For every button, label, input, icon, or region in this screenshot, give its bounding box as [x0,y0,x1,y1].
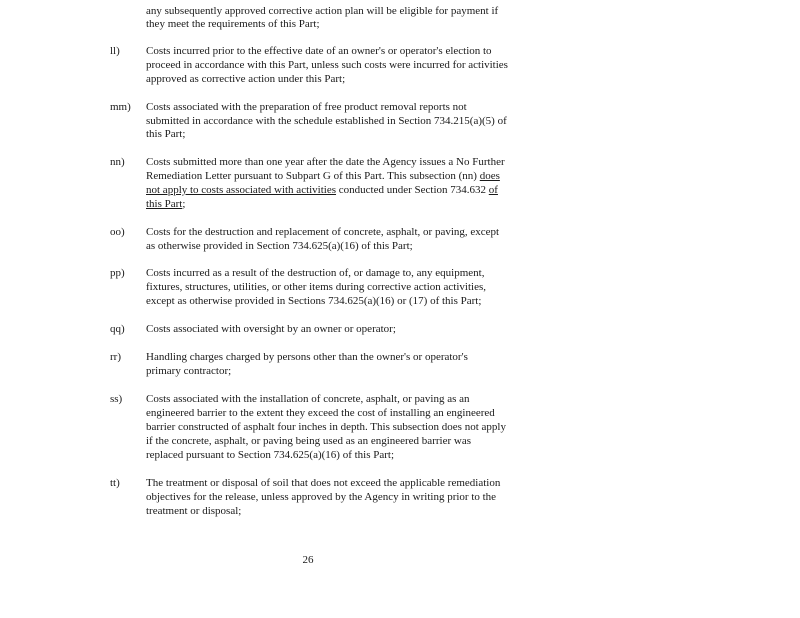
intro-line: they meet the requirements of this Part; [146,18,320,30]
nn-text-amended: this Part [146,198,183,210]
item-tt-line: treatment or disposal; [146,505,242,517]
item-mm-line: submitted in accordance with the schedule established in Section 734.215(a)(5) of [146,115,507,127]
item-label-tt: tt) [110,477,120,489]
item-qq-line: Costs associated with oversight by an owner or operator; [146,323,396,335]
nn-text-amended: not apply to costs associated with activities [146,184,337,196]
nn-text-plain: Remediation Letter pursuant to Subpart G of this Part. This subsection (nn) [146,170,480,182]
item-tt-line: The treatment or disposal of soil that does not exceed the applicable remediation [146,477,501,489]
item-rr-line: Handling charges charged by persons other than the owner's or operator's [146,351,468,363]
item-ll-line: proceed in accordance with this Part, unless such costs were incurred for activities [146,59,508,71]
item-label-pp: pp) [110,267,125,279]
item-label-rr: rr) [110,351,121,363]
item-ss-line: engineered barrier to the extent they exceed the cost of installing an engineered [146,407,495,419]
item-label-qq: qq) [110,323,125,335]
item-nn-line [146,183,498,197]
item-nn-line: Costs submitted more than one year after the date the Agency issues a No Further [146,156,505,168]
item-label-ss: ss) [110,393,123,405]
item-pp-line: fixtures, structures, utilities, or other items during corrective action activities, [146,281,486,293]
item-oo-line: Costs for the destruction and replacement of concrete, asphalt, or paving, except [146,226,500,238]
item-tt-line: objectives for the release, unless approved by the Agency in writing prior to the [146,491,497,503]
item-ll-line: Costs incurred prior to the effective date of an owner's or operator's election to [146,45,492,57]
item-nn-line [146,197,185,211]
item-pp-line: Costs incurred as a result of the destruction of, or damage to, any equipment, [146,267,485,279]
item-ss-line: barrier constructed of asphalt four inches in depth. This subsection does not apply [146,421,506,433]
nn-text-amended: does [479,170,500,182]
item-oo-line: as otherwise provided in Section 734.625(a)(16) of this Part; [146,240,413,252]
item-ll-line: approved as corrective action under this Part; [146,73,346,85]
item-rr-line: primary contractor; [146,365,232,377]
item-mm-line: this Part; [146,128,186,140]
item-label-nn: nn) [110,156,125,168]
item-ss-line: replaced pursuant to Section 734.625(a)(16) of this Part; [146,449,395,461]
item-ss-line: Costs associated with the installation of concrete, asphalt, or paving as an [146,393,470,405]
page-number: 26 [302,554,314,566]
nn-text-amended: of [488,184,498,196]
item-label-mm: mm) [110,101,131,113]
item-label-ll: ll) [110,45,120,57]
intro-line: any subsequently approved corrective action plan will be eligible for payment if [146,5,499,17]
item-nn-line [146,169,500,183]
item-ss-line: if the concrete, asphalt, or paving being used as an engineered barrier was [146,435,471,447]
item-pp-line: except as otherwise provided in Sections 734.625(a)(16) or (17) of this Part; [146,295,482,307]
nn-text-plain: ; [182,198,186,210]
item-mm-line: Costs associated with the preparation of free product removal reports not [146,101,467,113]
item-label-oo: oo) [110,226,125,238]
nn-text-plain: conducted under Section 734.632 [336,184,489,196]
